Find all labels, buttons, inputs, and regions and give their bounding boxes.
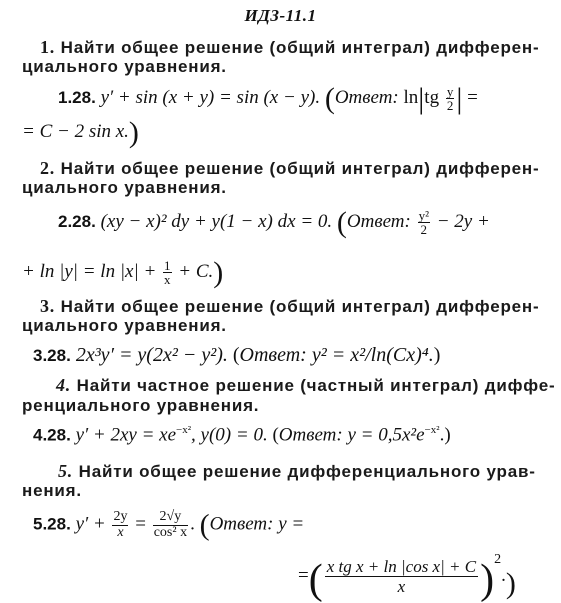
task-1-answer-line2: = C − 2 sin x.) (22, 116, 139, 149)
task-1-text-line1: 1. Найти общее решение (общий интеграл) дифферен- (40, 37, 540, 57)
task-2-text-line2: циального уравнения. (22, 178, 227, 197)
task-4-equation: 4.28. $y' + 2xy = xe^{-x^2}$, y(0) = 0. (Ответ: $y = 0,5x^2e^{-x^2}$.) (33, 424, 451, 446)
task-3-text-line2: циального уравнения. (22, 316, 227, 335)
task-2-text-line1: 2. Найти общее решение (общий интеграл) дифферен- (40, 158, 540, 178)
task-3-equation: 3.28. 2x³y′ = y(2x² − y²). (Ответ: y² = x²/ln(Cx)⁴.) (33, 344, 441, 366)
task-5-answer-line2: =( $\frac{\text{x tg x + ln |cos x| + C}}{x}$ )$^2$.) (298, 552, 516, 603)
task-2-answer-line2: + ln |y| = ln |x| + $\frac{1}{x}$ + C.) (22, 256, 224, 289)
task-5-equation: 5.28. y′ + $\frac{2y}{x}$ = $\frac{2√y}{\text{cos² x}}$ . (Ответ: y = (33, 508, 305, 542)
task-4-text-line2: ренциального уравнения. (22, 396, 260, 415)
task-4-text-line1: 4. Найти частное решение (частный интеграл) диффе- (56, 375, 556, 395)
task-3-text-line1: 3. Найти общее решение (общий интеграл) дифферен- (40, 296, 540, 316)
task-5-text-line2: нения. (22, 481, 82, 500)
page-title: ИДЗ-11.1 (244, 6, 317, 25)
task-1-equation: 1.28. y′ + sin (x + y) = sin (x − y). (Ответ: ln|tg $\frac{y}{2}$ | = (58, 82, 478, 115)
task-5-text-line1: 5. Найти общее решение дифференциального урав- (58, 461, 536, 481)
task-1-text-line2: циального уравнения. (22, 57, 227, 76)
task-2-equation: 2.28. (xy − x)² dy + y(1 − x) dx = 0. (Ответ: $\frac{\text{y²}}{2}$ − 2y + (58, 206, 490, 239)
